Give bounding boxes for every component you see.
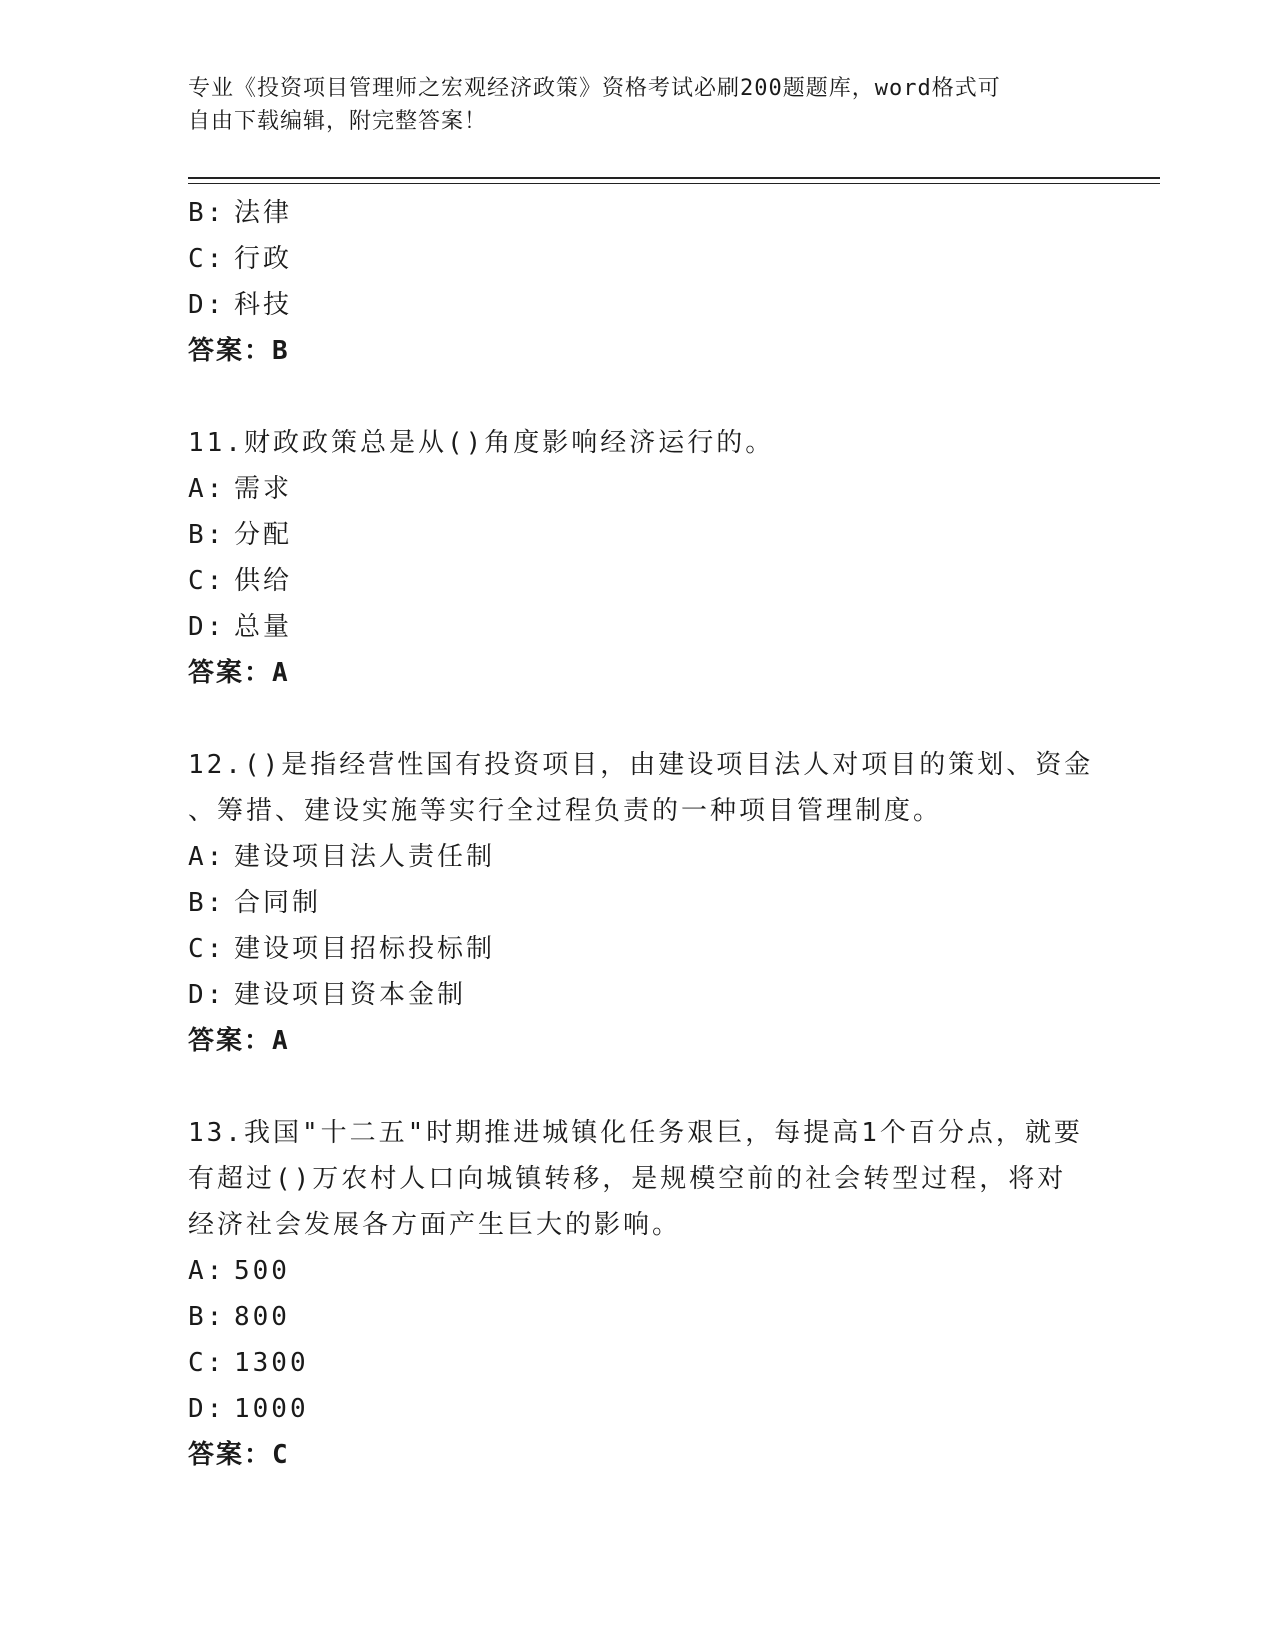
option-row [188,282,1088,328]
answer-line: 答案：A [188,1026,290,1056]
option-label: B: [188,198,226,228]
question-text: 经济社会发展各方面产生巨大的影响。 [188,1210,682,1240]
option-row [188,1386,1088,1432]
header-line-1: 专业《投资项目管理师之宏观经济政策》资格考试必刷200题题库，word格式可 [188,76,1001,101]
option-text: 500 [234,1256,290,1286]
option-row [188,512,1088,558]
option-label: C: [188,934,226,964]
option-row [188,1248,1088,1294]
option-text: 1300 [234,1348,309,1378]
option-label: C: [188,1348,226,1378]
option-row [188,834,1088,880]
option-text: 建设项目资本金制 [234,980,467,1010]
option-text: 需求 [234,474,293,504]
question-text: 11.财政政策总是从()角度影响经济运行的。 [188,428,775,458]
question-text: 13.我国"十二五"时期推进城镇化任务艰巨，每提高1个百分点，就要 [188,1118,1083,1148]
option-row [188,236,1088,282]
option-row [188,466,1088,512]
option-label: A: [188,1256,226,1286]
option-text: 建设项目招标投标制 [234,934,496,964]
spacer [188,1064,1088,1110]
option-text: 1000 [234,1394,309,1424]
option-text: 法律 [234,198,293,228]
partial-question [188,190,1088,374]
option-row [188,1340,1088,1386]
answer-line: 答案：C [188,1440,290,1470]
question-content [188,190,1094,1478]
question-text: 12.()是指经营性国有投资项目，由建设项目法人对项目的策划、资金 [188,750,1094,780]
spacer [188,696,1088,742]
option-label: C: [188,244,226,274]
option-label: B: [188,520,226,550]
option-text: 总量 [234,612,293,642]
option-label: B: [188,888,226,918]
option-label: D: [188,290,226,320]
option-text: 供给 [234,566,293,596]
option-row [188,558,1088,604]
option-label: A: [188,842,226,872]
option-row [188,604,1088,650]
option-text: 行政 [234,244,293,274]
header-divider-thick [188,177,1160,179]
question-block [188,742,1094,1064]
answer-line: 答案：A [188,658,290,688]
option-text: 分配 [234,520,293,550]
option-row [188,1294,1088,1340]
answer-line: 答案：B [188,336,290,366]
option-label: D: [188,612,226,642]
question-block [188,1110,1088,1478]
spacer [188,374,1088,420]
header-line-2: 自由下载编辑，附完整答案！ [188,109,488,134]
option-text: 建设项目法人责任制 [234,842,496,872]
option-row [188,972,1088,1018]
option-label: B: [188,1302,226,1332]
option-text: 科技 [234,290,293,320]
option-row [188,926,1088,972]
option-text: 合同制 [234,888,322,918]
option-label: D: [188,980,226,1010]
option-row [188,880,1088,926]
document-header [188,72,1078,138]
question-text: 有超过()万农村人口向城镇转移，是规模空前的社会转型过程，将对 [188,1164,1067,1194]
option-row [188,190,1088,236]
option-label: D: [188,1394,226,1424]
option-label: C: [188,566,226,596]
header-divider-thin [188,183,1160,184]
question-block [188,420,1088,696]
option-text: 800 [234,1302,290,1332]
option-label: A: [188,474,226,504]
question-text: 、筹措、建设实施等实行全过程负责的一种项目管理制度。 [188,796,943,826]
